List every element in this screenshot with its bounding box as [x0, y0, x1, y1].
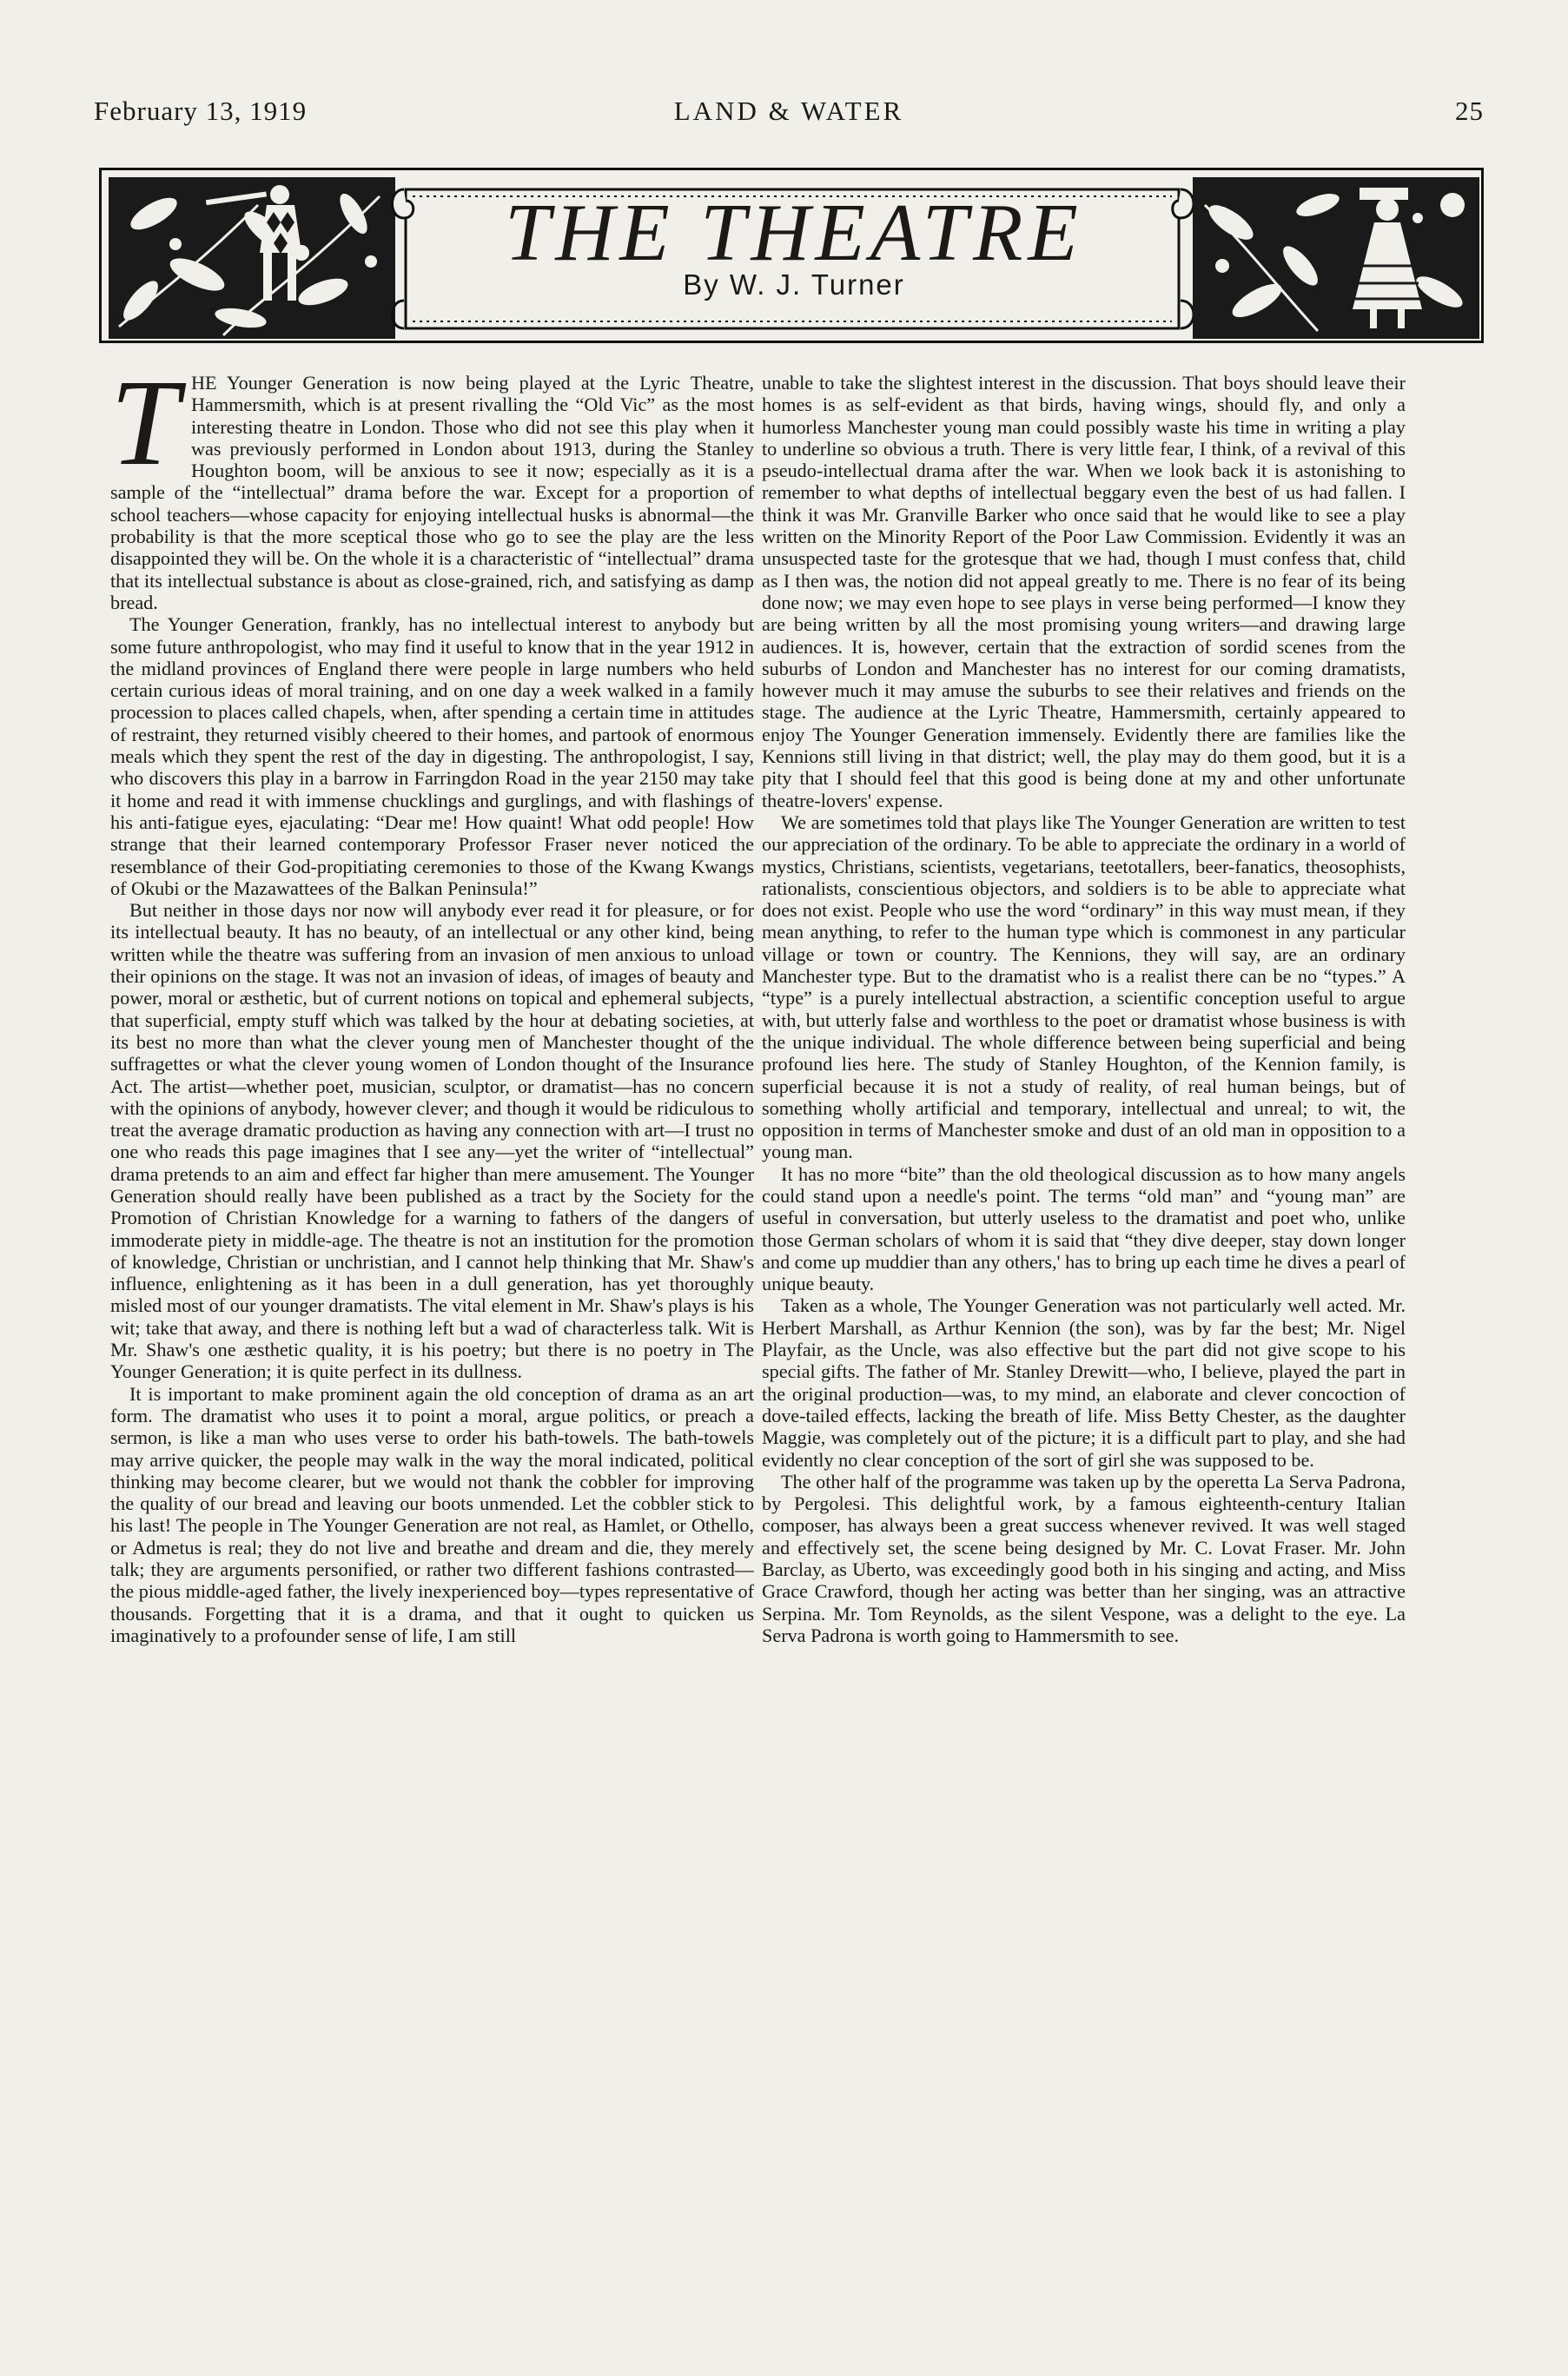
article-paragraph: We are sometimes told that plays like The Younger Generation are written to test our appreciation of the ordinary. To be able to appreciate the ordinary in a world of mystics, Christians, scientists, vegetarians, teetotallers, beer-fanatics, theosophists, rationalists, conscientious objectors, and soldiers is to be able to appreciate what does not exist. People who use the word “ordinary” in this way must mean, if they mean anything, to refer to the human type which is commonest in any particular village or town or country. The Kennions, they will say, are an ordinary Manchester type. But to the dramatist who is a realist there can be no “types.” A “type” is a purely intellectual abstraction, a scientific conception useful to argue with, but utterly false and worthless to the poet or dramatist whose business is with the unique individual. The whole difference between being superficial and being profound lies here. The study of Stanley Houghton, of the Kennion family, is superficial because it is not a study of reality, of real human beings, but of something wholly artificial and temporary, intellectual and unreal; to wit, the opposition in terms of Manchester smoke and dust of an old man in opposition to a young man.: [762, 811, 1406, 1163]
title-banner: [99, 168, 1484, 343]
drop-cap: T: [110, 372, 179, 491]
article-paragraph: [110, 372, 754, 613]
article-column-right: [762, 372, 1406, 2344]
running-head: [94, 96, 1484, 134]
section-title: THE THEATRE: [505, 188, 1083, 278]
paragraph-text: HE Younger Generation is now being played at the Lyric Theatre, Hammersmith, which is at present rivalling the “Old Vic” as the most interesting theatre in London. Those who did not see this play when it was previously performed in London about 1913, during the Stanley Houghton boom, will be anxious to see it now; especially as it is a sample of the “intellectual” drama before the war. Except for a proportion of school teachers—whose capacity for enjoying intellectual husks is abnormal—the probability is that the more sceptical those who go to see the play are the less disappointed they will be. On the whole it is a characteristic of “intellectual” drama that its intellectual substance is about as close-grained, rich, and satisfying as damp bread.: [110, 372, 754, 613]
article-paragraph: But neither in those days nor now will anybody ever read it for pleasure, or for its intellectual beauty. It has no beauty, of an intellectual or any other kind, being written while the theatre was suffering from an invasion of men anxious to unload their opinions on the stage. It was not an invasion of ideas, of images of beauty and power, moral or æsthetic, but of current notions on topical and ephemeral subjects, that superficial, empty stuff which was talked by the hour at debating societies, at its best no more than what the clever young men of Manchester thought of the suffragettes or what the clever young women of London thought of the Insurance Act. The artist—whether poet, musician, sculptor, or dramatist—has no concern with the opinions of anybody, however clever; and though it would be ridiculous to treat the average dramatic production as having any connection with art—I trust no one who reads this page imagines that I see any—yet the writer of “intellectual” drama pretends to an aim and effect far higher than mere amusement. The Younger Generation should really have been published as a tract by the Society for the Promotion of Christian Knowledge for a warning to fathers of the dangers of immoderate piety in middle-age. The theatre is not an institution for the promotion of knowledge, Christian or unchristian, and I cannot help thinking that Mr. Shaw's influence, enlightening as it has been in a dull generation, has yet thoroughly misled most of our younger dramatists. The vital element in Mr. Shaw's plays is his wit; take that away, and there is nothing left but a wad of characterless talk. Wit is Mr. Shaw's one æsthetic quality, it is his poetry; but there is no poetry in The Younger Generation; it is quite perfect in its dullness.: [110, 899, 754, 1383]
article-paragraph: The other half of the programme was taken up by the operetta La Serva Padrona, by Pergolesi. This delightful work, by a famous eighteenth-century Italian composer, has always been a great success whenever revived. It was well staged and effectively set, the scene being designed by Mr. C. Lovat Fraser. Mr. John Barclay, as Uberto, was exceedingly good both in his singing and acting, and Miss Grace Crawford, though her acting was better than her singing, was an attractive Serpina. Mr. Tom Reynolds, as the silent Vespone, was a delight to the eye. La Serva Padrona is worth going to Hammersmith to see.: [762, 1470, 1406, 1646]
article-paragraph: The Younger Generation, frankly, has no intellectual interest to anybody but some future anthropologist, who may find it useful to know that in the year 1912 in the midland provinces of England there were people in large numbers who held certain curious ideas of moral training, and on one day a week walked in a family procession to places called chapels, when, after spending a certain time in attitudes of restraint, they returned visibly cheered to their homes, and partook of enormous meals which they spent the rest of the day in digesting. The anthropologist, I say, who discovers this play in a barrow in Farringdon Road in the year 2150 may take it home and read it with immense chucklings and gurglings, and with flashings of his anti-fatigue eyes, ejaculating: “Dear me! How quaint! What odd people! How strange that their learned contemporary Professor Fraser never noticed the resemblance of their God-propitiating ceremonies to those of the Kwang Kwangs of Okubi or the Mazawattees of the Balkan Peninsula!”: [110, 613, 754, 899]
harlequin-foliage-woodcut-icon: [109, 177, 395, 339]
article-paragraph: unable to take the slightest interest in the discussion. That boys should leave their homes is as self-evident as that birds, having wings, should fly, and only a humorless Manchester young man could possibly waste his time in writing a play to underline so obvious a truth. There is very little fear, I think, of a revival of this pseudo-intellectual drama after the war. When we look back it is astonishing to remember to what depths of intellectual beggary even the best of us had fallen. I think it was Mr. Granville Barker who once said that he would like to see a play written on the Minority Report of the Poor Law Commission. Evidently it was an unsuspected taste for the grotesque that we had, though I must confess that, child as I then was, the notion did not appeal greatly to me. There is no fear of its being done now; we may even hope to see plays in verse being performed—I know they are being written by all the most promising young writers—and drawing large audiences. It is, however, certain that the extraction of sordid scenes from the suburbs of London and Manchester has no interest for our coming dramatists, however much it may amuse the suburbs to see their relatives and friends on the stage. The audience at the Lyric Theatre, Hammersmith, certainly appeared to enjoy The Younger Generation immensely. Evidently there are families like the Kennions still living in that district; well, the play may do them good, but it is a pity that I should feel that this good is being done at my and other unfortunate theatre-lovers' expense.: [762, 372, 1406, 811]
columbine-foliage-woodcut-icon: [1193, 177, 1479, 339]
byline: By W. J. Turner: [683, 268, 905, 301]
article-column-left: [110, 372, 754, 2344]
page-number: 25: [1455, 96, 1484, 126]
article-paragraph: It has no more “bite” than the old theological discussion as to how many angels could stand upon a needle's point. The terms “old man” and “young man” are useful in conversation, but utterly useless to the dramatist and poet who, unlike those German scholars of whom it is said that “they dive deeper, stay down longer and come up muddier than any others,' has to bring up each time he dives a pearl of unique beauty.: [762, 1162, 1406, 1295]
masthead: LAND & WATER: [673, 96, 904, 126]
issue-date: February 13, 1919: [94, 96, 308, 126]
article-paragraph: Taken as a whole, The Younger Generation was not particularly well acted. Mr. Herbert Marshall, as Arthur Kennion (the son), was by far the best; Mr. Nigel Playfair, as the Uncle, was also effective but the part did not give scope to his special gifts. The father of Mr. Stanley Drewitt—who, I believe, played the part in the original production—was, to my mind, an elaborate and clever concoction of dove-tailed effects, lacking the breath of life. Miss Betty Chester, as the daughter Maggie, was completely out of the picture; it is a difficult part to play, and she had evidently no clear conception of the sort of girl she was supposed to be.: [762, 1294, 1406, 1471]
article-paragraph: It is important to make prominent again the old conception of drama as an art form. The dramatist who uses it to point a moral, argue politics, or preach a sermon, is like a man who uses verse to order his bath-towels. The bath-towels may arrive quicker, the people may walk in the way the moral indicated, political thinking may become clearer, but we would not thank the cobbler for improving the quality of our bread and leaving our boots unmended. Let the cobbler stick to his last! The people in The Younger Generation are not real, as Hamlet, or Othello, or Admetus is real; they do not live and breathe and dream and die, they merely talk; they are arguments personified, or rather two different fashions contrasted—the pious middle-aged father, the lively inexperienced boy—types representative of thousands. Forgetting that it is a drama, and that it ought to quicken us imaginatively to a profounder sense of life, I am still: [110, 1382, 754, 1646]
